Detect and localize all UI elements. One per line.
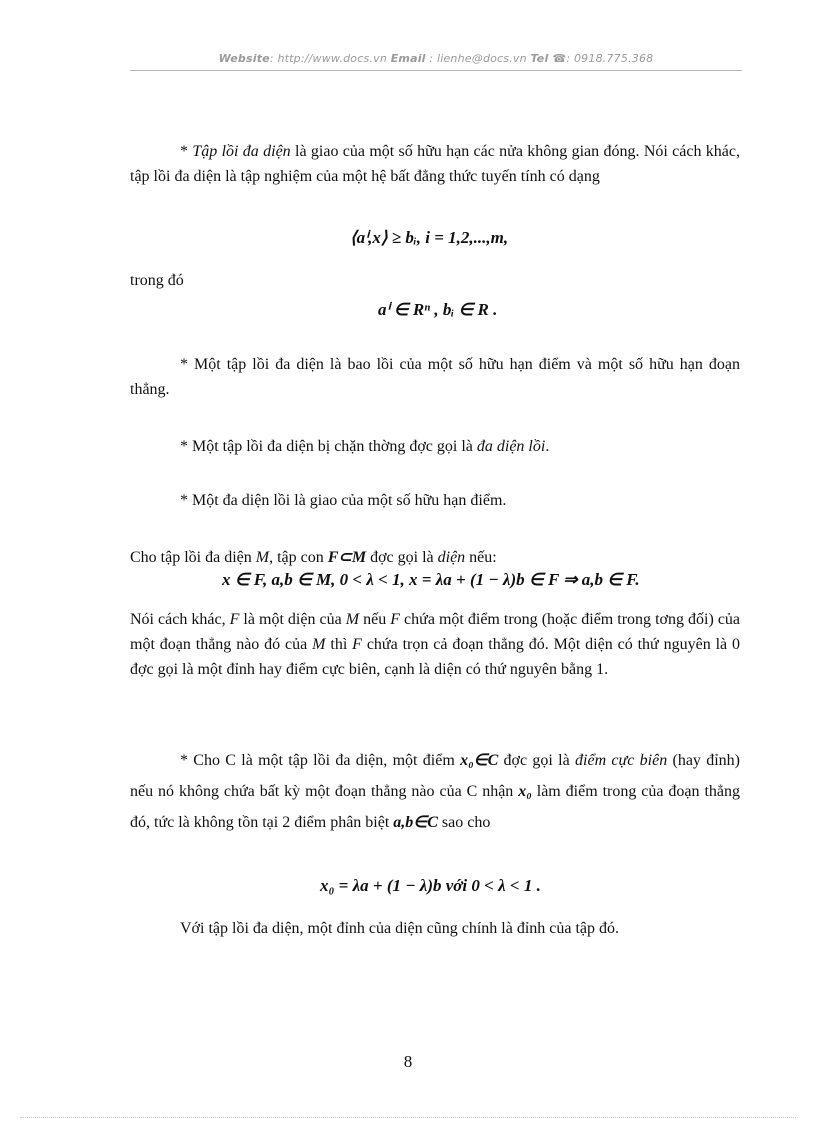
paragraph-bounded bbox=[130, 434, 740, 459]
website-label: Website bbox=[218, 52, 270, 65]
email-value: : lienhe@docs.vn bbox=[425, 52, 531, 65]
symbol-F: F bbox=[229, 611, 240, 628]
header-rule bbox=[130, 70, 742, 71]
paragraph-polyhedral-definition bbox=[130, 139, 740, 189]
paragraph-face-explanation bbox=[130, 607, 740, 682]
bullet-star: * bbox=[180, 143, 193, 160]
paragraph-text: * Cho C là một tập lồi đa diện, một điểm bbox=[180, 752, 461, 769]
formula-inequality-system: ⟨aⁱ,x⟩ ≥ bᵢ, i = 1,2,...,m, bbox=[350, 228, 509, 247]
term-face: diện bbox=[437, 549, 466, 566]
website-value: : http://www.docs.vn bbox=[269, 52, 391, 65]
math-a-b-in-C: a,b∈C bbox=[393, 814, 438, 831]
paragraph-text: chứa một điểm trong (hoặc điểm trong tơng đối) của một đoạn thẳng nào đó của bbox=[130, 611, 741, 653]
symbol-F: F bbox=[390, 611, 401, 628]
term-convex-polytope: đa diện lồi bbox=[476, 438, 546, 455]
paragraph-polytope-intersection: * Một đa diện lồi là giao của một số hữu hạn điểm. bbox=[180, 492, 507, 509]
paragraph-vertex-of-face: Với tập lồi đa diện, một đỉnh của diện cũng chính là đỉnh của tập đó. bbox=[180, 920, 620, 937]
paragraph-text: Cho tập lồi đa diện bbox=[130, 549, 256, 566]
paragraph-text: đợc gọi là bbox=[498, 752, 576, 769]
formula-domains: aⁱ ∈ Rⁿ , bᵢ ∈ R . bbox=[378, 300, 498, 319]
tel-value: : 0918.775.368 bbox=[566, 52, 654, 65]
formula-extreme-point: x₀ = λa + (1 − λ)b với 0 < λ < 1 . bbox=[320, 876, 541, 895]
paragraph-text: là giao của một số hữu hạn các nửa không gian đóng. Nói cách khác, tập lồi đa diện là tập nghiệm của một hệ bất đẳng thức tuyến tính có dạng bbox=[130, 143, 741, 185]
math-x0: x₀ bbox=[518, 783, 532, 800]
bottom-dotted-rule bbox=[20, 1117, 796, 1118]
paragraph-text: nếu: bbox=[465, 549, 497, 566]
period: . bbox=[545, 438, 550, 455]
paragraph-text: thì bbox=[325, 636, 353, 653]
term-extreme-point: điểm cực biên bbox=[575, 752, 668, 769]
symbol-M: M bbox=[345, 611, 360, 628]
tel-label: Tel ☎ bbox=[530, 52, 567, 65]
paragraph-text: Nói cách khác, bbox=[130, 611, 230, 628]
math-F-subset-M: F⊂M bbox=[327, 549, 367, 566]
symbol-F: F bbox=[352, 636, 362, 653]
paragraph-text: sao cho bbox=[437, 814, 491, 831]
formula-face-condition: x ∈ F, a,b ∈ M, 0 < λ < 1, x = λa + (1 − λ)b ∈ F ⇒ a,b ∈ F. bbox=[222, 570, 640, 589]
paragraph-extreme-point bbox=[130, 745, 740, 838]
paragraph-text: làm điểm trong của đoạn thẳng đó, tức là không tồn tại 2 điểm phân biệt bbox=[130, 783, 741, 831]
paragraph-convex-hull: * Một tập lồi đa diện là bao lồi của một số hữu hạn điểm và một số hữu hạn đoạn thẳng. bbox=[130, 356, 740, 398]
paragraph-text: nếu bbox=[359, 611, 391, 628]
paragraph-text: * Một tập lồi đa diện bị chặn thờng đợc gọi là bbox=[180, 438, 477, 455]
paragraph-text: (hay đỉnh) nếu nó không chứa bất kỳ một đoạn thẳng nào của C nhận bbox=[130, 752, 741, 800]
term-polyhedral-convex-set: Tập lồi đa diện bbox=[192, 143, 291, 160]
page-header bbox=[130, 52, 742, 65]
page-number: 8 bbox=[403, 1052, 413, 1071]
symbol-M: M bbox=[312, 636, 326, 653]
paragraph-where: trong đó bbox=[130, 272, 184, 289]
math-x0-in-C: x₀∈C bbox=[460, 752, 499, 769]
paragraph-text: là một diện của bbox=[239, 611, 346, 628]
paragraph-face-definition bbox=[130, 545, 740, 570]
paragraph-text: , tập con bbox=[269, 549, 328, 566]
paragraph-text: chứa trọn cả đoạn thẳng đó. Một diện có thứ nguyên là 0 đợc gọi là một đỉnh hay điểm cực biên, cạnh là diện có thứ nguyên bằng 1. bbox=[130, 636, 741, 678]
paragraph-text: đợc gọi là bbox=[366, 549, 438, 566]
symbol-M: M bbox=[255, 549, 270, 566]
email-label: Email bbox=[390, 52, 426, 65]
